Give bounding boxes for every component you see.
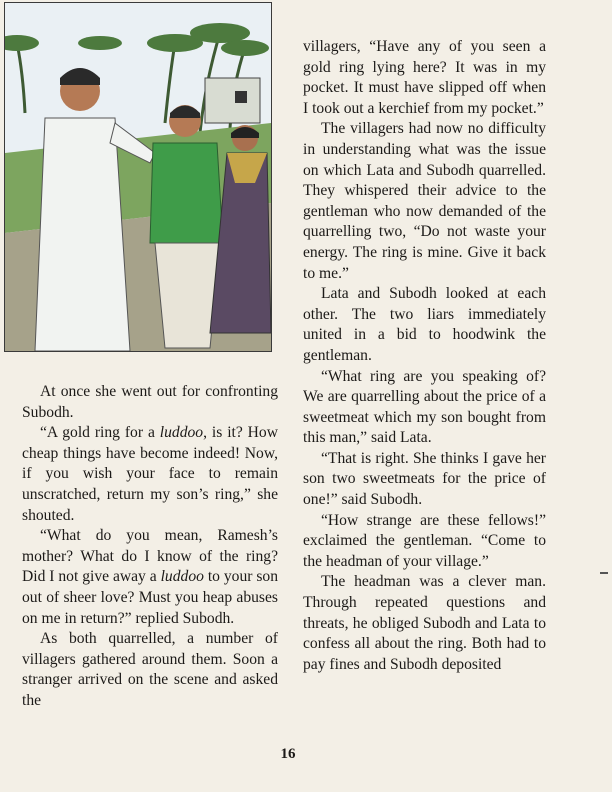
paragraph: “What ring are you speaking of? We are quarrelling about the price of a sweetmeat which my son bought from this man,” said Lata. [303, 367, 546, 447]
paragraph: “A gold ring for a luddoo, is it? How cheap things have become indeed! Now, if you wish your face to remain unscratched, return my son’s ring,” she shouted. [22, 424, 278, 524]
paragraph: villagers, “Have any of you seen a gold ring lying here? It was in my pocket. It must have slipped off when I took out a kerchief from my pocket.” [303, 38, 546, 117]
story-illustration [4, 2, 272, 352]
paragraph: “How strange are these fellows!” exclaimed the gentleman. “Come to the headman of your village.” [303, 511, 546, 570]
village-illustration-icon [5, 3, 271, 351]
paragraph: As both quarrelled, a number of villagers gathered around them. Soon a stranger arrived on the scene and asked the [22, 630, 278, 709]
margin-mark [600, 572, 608, 574]
paragraph: The headman was a clever man. Through repeated questions and threats, he obliged Subodh and Lata to confess all about the ring. Both had to pay fines and Subodh deposited [303, 573, 546, 673]
paragraph: “What do you mean, Ramesh’s mother? What do I know of the ring? Did I not give away a luddoo to your son out of sheer love? Must you heap abuses on me in return?” replied Subodh. [22, 527, 278, 627]
paragraph: Lata and Subodh looked at each other. The two liars immediately united in a bid to hoodwink the gentleman. [303, 285, 546, 364]
right-text-column [303, 37, 546, 675]
paragraph: The villagers had now no difficulty in understanding what was the issue on which Lata and Subodh quarrelled. They whispered their advice to the gentleman who now demanded of the quarrelling two, “Do not waste your energy. The ring is mine. Give it back to me.” [303, 120, 546, 282]
paragraph: At once she went out for confronting Subodh. [22, 383, 278, 421]
paragraph: “That is right. She thinks I gave her son two sweetmeats for the price of one!” said Subodh. [303, 449, 546, 509]
left-text-column [22, 382, 278, 712]
page-number: 16 [280, 746, 296, 762]
italic-word: luddoo [159, 424, 204, 442]
italic-word: luddoo [160, 568, 204, 586]
